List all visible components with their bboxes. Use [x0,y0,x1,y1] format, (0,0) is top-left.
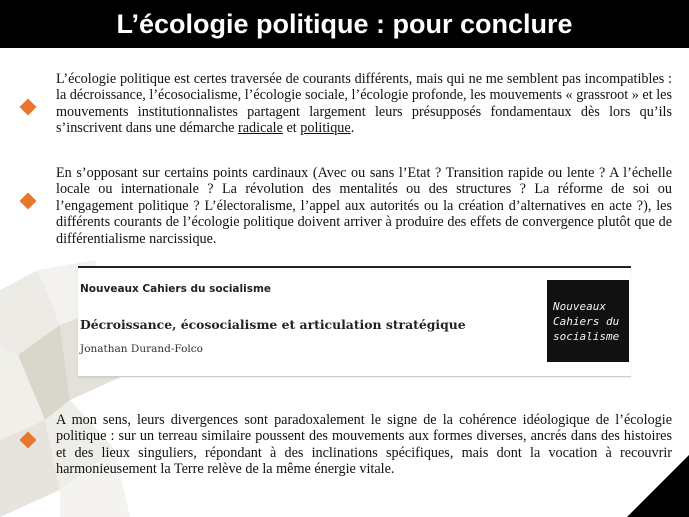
orange-diamond-bullet-icon [20,193,37,210]
slide-title-bar [0,0,689,48]
article-author: Jonathan Durand-Folco [80,343,203,355]
paragraph-courants [56,71,672,137]
paragraph-convergence: En s’opposant sur certains points cardinaux (Avec ou sans l’Etat ? Transition rapide ou lente ? A l’échelle locale ou internationale ? La révolution des mentalités ou des structures ? La réforme de soi ou l’engagement politique ? L’électoralisme, l’appel aux autorités ou la création d’alternatives en acte ?), les différents courants de l’écologie politique doivent arriver à produire des effets de convergence plutôt que de différentialisme narcissique. [56,165,672,247]
article-journal-name: Nouveaux Cahiers du socialisme [80,283,272,295]
logo-line-1: Nouveaux [553,299,606,313]
paragraph-divergences: A mon sens, leurs divergences sont paradoxalement le signe de la cohérence idéologique de l’écologie politique : sur un terreau similaire poussent des mouvements aux formes diverses, ancrés dans des histoires et des lieux singuliers, répondant à des inclinations spécifiques, mais dont la vocation à recouvrir harmonieusement la Terre relève de la même énergie vitale. [56,412,672,478]
logo-line-2: Cahiers du [553,314,620,328]
conjunction-text: et [282,120,301,137]
underlined-word-politique: politique [300,120,351,137]
orange-diamond-bullet-icon [20,99,37,116]
article-title: Décroissance, écosocialisme et articulation stratégique [80,317,466,332]
logo-line-3: socialisme [553,329,620,343]
sentence-end: . [350,120,355,137]
underlined-word-radicale: radicale [238,120,283,137]
slide-title: L’écologie politique : pour conclure [116,8,573,39]
article-header-image [78,266,631,377]
paragraph-courants-text: L’écologie politique est certes traversée de courants différents, mais qui ne me semblent pas incompatibles : la décroissance, l’écosocialisme, l’écologie sociale, l’écologie profonde, les mouvements « grassroot » et les mouvements institutionnalistes partagent largement leurs présupposés fondamentaux dès lors qu’ils s’inscrivent dans une démarche [56,71,672,137]
journal-logo [547,280,629,362]
